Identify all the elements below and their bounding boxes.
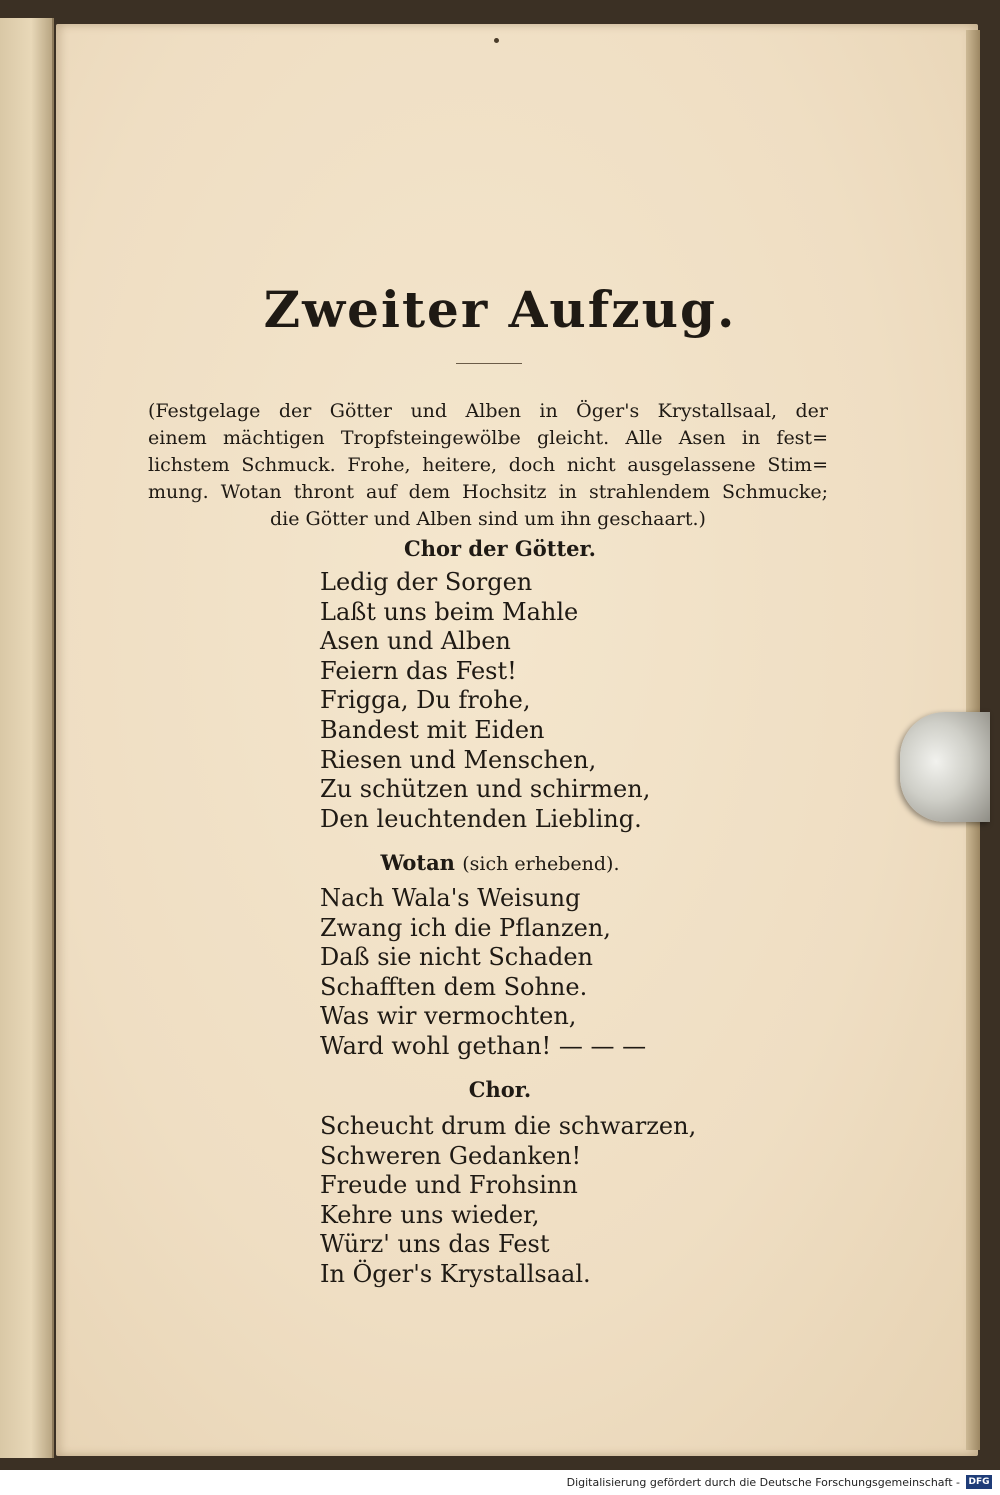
stage-direction-line: einem mächtigen Tropfsteingewölbe gleicht. Alle Asen in fest=	[148, 427, 828, 449]
verse-line: Feiern das Fest!	[320, 656, 517, 685]
footer-bar	[0, 1470, 1000, 1495]
dfg-logo: DFG	[966, 1475, 992, 1489]
page-clip	[900, 712, 990, 822]
stage-direction-line: (Festgelage der Götter und Alben in Öger's Krystallsaal, der	[148, 400, 828, 422]
verse-line: Freude und Frohsinn	[320, 1171, 578, 1200]
verse-line: Asen und Alben	[320, 627, 511, 656]
verse-line: Scheucht drum die schwarzen,	[320, 1112, 697, 1140]
verse-line: Nach Wala's Weisung	[320, 884, 581, 912]
speaker-heading	[180, 536, 820, 561]
verse-line: Schweren Gedanken!	[320, 1141, 582, 1170]
stage-direction-line: lichstem Schmuck. Frohe, heitere, doch nicht ausgelassene Stim=	[148, 454, 828, 476]
verse-line: Kehre uns wieder,	[320, 1200, 540, 1229]
stage-direction	[148, 398, 828, 533]
verse-line: Riesen und Menschen,	[320, 745, 597, 774]
title-rule	[456, 363, 522, 364]
verse-block	[320, 884, 740, 1062]
speaker-name: Chor der Götter.	[404, 536, 596, 561]
verse-line: Was wir vermochten,	[320, 1002, 577, 1031]
verse-line: In Öger's Krystallsaal.	[320, 1259, 591, 1288]
verse-block	[320, 1112, 740, 1290]
verse-line: Laßt uns beim Mahle	[320, 597, 579, 626]
speaker-heading	[180, 1077, 820, 1102]
stage-direction-line: mung. Wotan thront auf dem Hochsitz in strahlendem Schmucke;	[148, 481, 828, 503]
verse-line: Daß sie nicht Schaden	[320, 943, 594, 972]
verse-line: Zu schützen und schirmen,	[320, 775, 651, 804]
verse-line: Würz' uns das Fest	[320, 1230, 550, 1259]
page-speck	[494, 38, 499, 43]
act-title: Zweiter Aufzug.	[263, 280, 737, 339]
stage-direction-line: die Götter und Alben sind um ihn geschaart.)	[270, 508, 706, 530]
previous-page-edge	[0, 18, 54, 1458]
verse-block	[320, 568, 740, 834]
verse-line: Frigga, Du frohe,	[320, 686, 531, 715]
speaker-heading	[180, 850, 820, 875]
speaker-direction: (sich erhebend).	[462, 853, 620, 875]
verse-line: Zwang ich die Pflanzen,	[320, 913, 611, 942]
verse-line: Den leuchtenden Liebling.	[320, 804, 642, 833]
verse-line: Ledig der Sorgen	[320, 568, 533, 596]
verse-line: Schafften dem Sohne.	[320, 972, 588, 1001]
footer-text: Digitalisierung gefördert durch die Deutsche Forschungsgemeinschaft -	[566, 1476, 960, 1489]
speaker-name: Chor.	[468, 1077, 532, 1102]
speaker-name: Wotan	[380, 850, 455, 875]
verse-line: Bandest mit Eiden	[320, 715, 545, 744]
verse-line: Ward wohl gethan! — — —	[320, 1031, 647, 1060]
